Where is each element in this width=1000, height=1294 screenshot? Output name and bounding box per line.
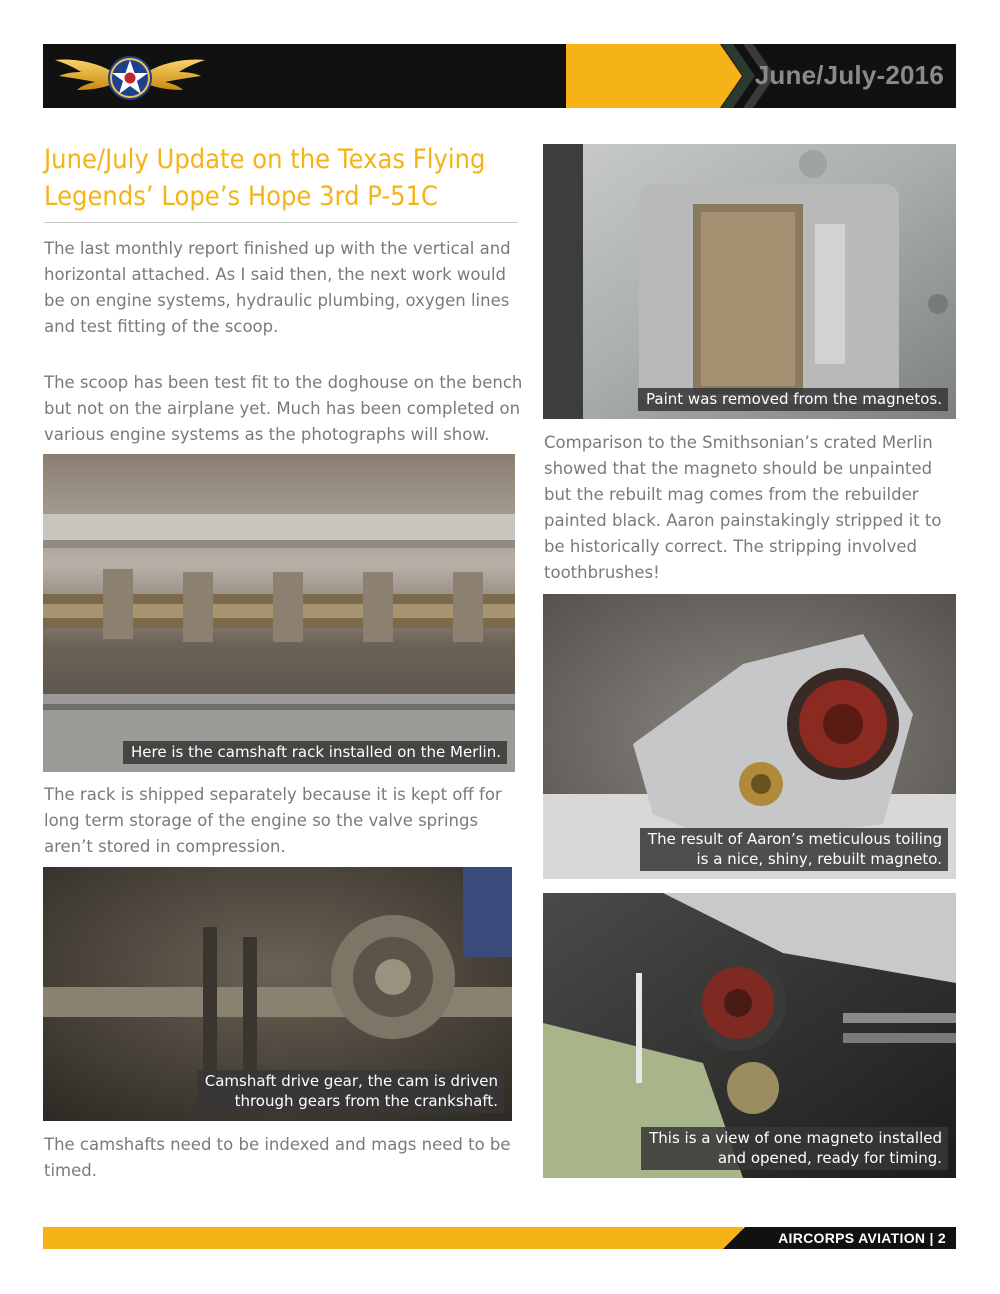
issue-date: June/July-2016 (754, 60, 944, 90)
footer-brand-page-number: AIRCORPS AVIATION | 2 (778, 1230, 946, 1246)
article-title (44, 141, 486, 215)
title-divider (44, 222, 518, 223)
intro-paragraph: The last monthly report finished up with the vertical and horizontal attached. As I said then, the next work would be on engine systems, hydraulic plumbing, oxygen lines and test fitting of the scoop. (44, 239, 511, 336)
rebuilt-magneto-photo (543, 594, 956, 879)
rebuilt-magneto-caption: The result of Aaron’s meticulous toiling is a nice, shiny, rebuilt magneto. (640, 828, 948, 871)
camshaft-rack-photo (43, 454, 515, 772)
page-footer (43, 1227, 956, 1249)
camshaft-rack-image (43, 454, 515, 772)
drive-gear-caption: Camshaft drive gear, the cam is driven through gears from the crankshaft. (197, 1070, 504, 1113)
magneto-plate-photo (543, 144, 956, 419)
footer-gold-band (43, 1227, 743, 1249)
rack-paragraph: The rack is shipped separately because it is kept off for long term storage of the engine so the valve springs aren’t stored in compression. (44, 785, 502, 856)
winged-star-roundel-icon (51, 50, 209, 104)
smithsonian-paragraph: Comparison to the Smithsonian’s crated Merlin showed that the magneto should be unpainted but the rebuilt mag comes from the rebuilder painted black. Aaron painstakingly stripped it to be historically correct. The stripping involved toothbrushes! (544, 433, 942, 582)
installed-magneto-caption: This is a view of one magneto installed and opened, ready for timing. (641, 1127, 948, 1170)
page-header (43, 44, 956, 108)
article-title-line1: June/July Update on the Texas Flying (44, 144, 486, 175)
camshaft-drive-gear-photo (43, 867, 512, 1121)
installed-magneto-photo (543, 893, 956, 1178)
article-title-line2: Legends’ Lope’s Hope 3rd P-51C (44, 181, 439, 212)
magneto-plate-caption: Paint was removed from the magnetos. (638, 388, 948, 411)
scoop-paragraph: The scoop has been test fit to the doghouse on the bench but not on the airplane yet. Much has been completed on various engine systems as the photographs will show. (44, 373, 523, 444)
camshafts-paragraph: The camshafts need to be indexed and mags need to be timed. (44, 1135, 511, 1180)
header-gold-band (566, 44, 742, 108)
magneto-plate-image (543, 144, 956, 419)
camshaft-rack-caption: Here is the camshaft rack installed on the Merlin. (123, 741, 507, 764)
